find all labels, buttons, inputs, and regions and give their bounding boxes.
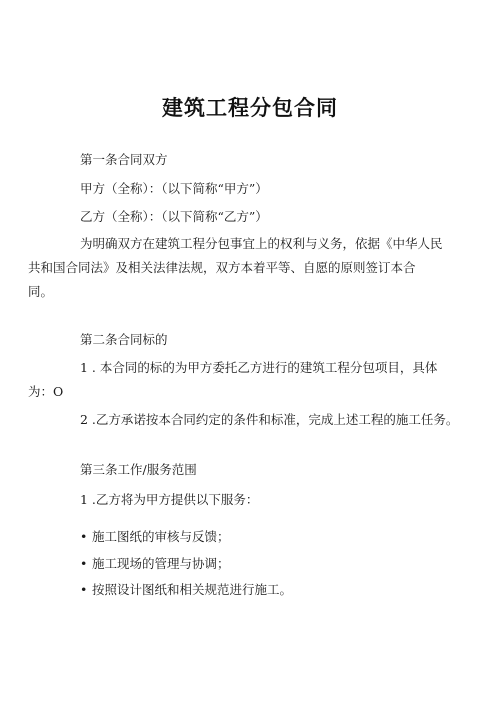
purpose-paragraph-line-2: 共和国合同法》及相关法律法规，双方本着平等、自愿的原则签订本合	[28, 260, 416, 275]
scope-item-1: 1 .乙方将为甲方提供以下服务：	[80, 492, 259, 507]
scope-bullet-3	[80, 580, 292, 600]
document-title: 建筑工程分包合同	[162, 96, 338, 120]
subject-item-1-line-1: 1 . 本合同的标的为甲方委托乙方进行的建筑工程分包项目，具体	[80, 360, 438, 375]
purpose-paragraph-line-3: 同。	[28, 284, 54, 299]
subject-item-1-line-2: 为：O	[28, 384, 64, 399]
scope-bullet-2	[80, 554, 230, 574]
section-3-heading: 第三条工作/服务范围	[80, 462, 197, 477]
party-b-line: 乙方（全称）：（以下简称“乙方”）	[80, 209, 268, 224]
scope-bullet-1	[80, 527, 230, 547]
party-a-line: 甲方（全称）：（以下简称“甲方”）	[80, 181, 268, 196]
section-2-heading: 第二条合同标的	[80, 332, 168, 347]
purpose-paragraph-line-1: 为明确双方在建筑工程分包事宜上的权利与义务，依据《中华人民	[80, 236, 443, 251]
scope-bullet-3-text: 按照设计图纸和相关规范进行施工。	[92, 582, 293, 597]
bullet-dot-icon: •	[80, 529, 88, 544]
bullet-dot-icon: •	[80, 582, 88, 597]
scope-bullet-2-text: 施工现场的管理与协调；	[92, 556, 230, 571]
subject-item-2: 2 .乙方承诺按本合同约定的条件和标准，完成上述工程的施工任务。	[80, 412, 459, 427]
bullet-dot-icon: •	[80, 556, 88, 571]
scope-bullet-1-text: 施工图纸的审核与反馈；	[92, 529, 230, 544]
section-1-heading: 第一条合同双方	[80, 152, 168, 167]
